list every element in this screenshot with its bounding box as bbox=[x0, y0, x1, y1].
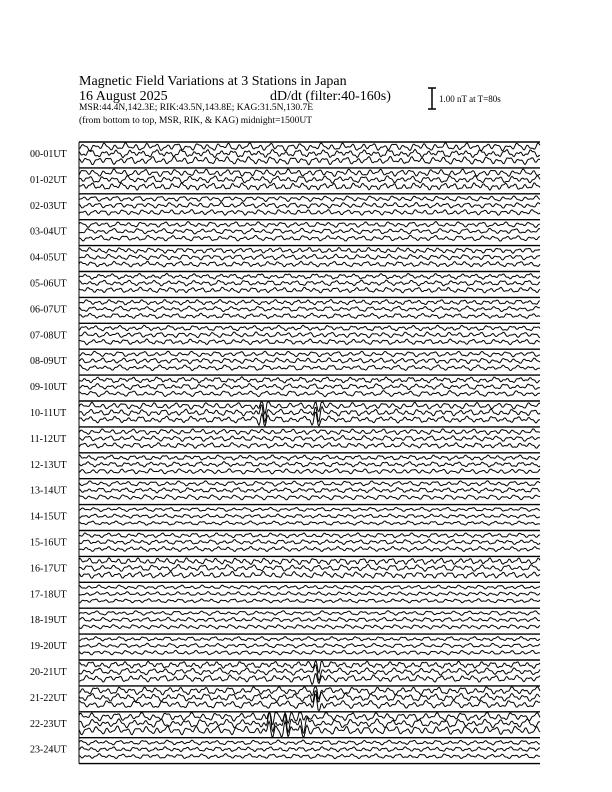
row-18-19UT bbox=[30, 608, 540, 634]
trace-MSR bbox=[79, 351, 540, 357]
row-02-03UT bbox=[30, 194, 540, 220]
scale-bar bbox=[428, 88, 436, 109]
trace-KAG bbox=[79, 674, 540, 685]
trace-MSR bbox=[79, 611, 540, 616]
row-16-17UT bbox=[30, 556, 540, 582]
row-12-13UT bbox=[30, 453, 540, 479]
trace-KAG bbox=[79, 443, 540, 449]
row-05-06UT bbox=[30, 272, 540, 298]
trace-RIK bbox=[79, 203, 540, 209]
row-20-21UT bbox=[30, 660, 540, 686]
row-08-09UT bbox=[30, 349, 540, 375]
trace-RIK bbox=[79, 149, 540, 157]
chart-title: Magnetic Field Variations at 3 Stations in Japan bbox=[79, 74, 347, 89]
station-order-note: (from bottom to top, MSR, RIK, & KAG) midnight=1500UT bbox=[79, 116, 313, 126]
row-00-01UT bbox=[30, 142, 540, 168]
row-11-12UT bbox=[30, 427, 540, 453]
row-09-10UT bbox=[30, 375, 540, 401]
row-label: 10-11UT bbox=[30, 408, 67, 419]
trace-MSR bbox=[79, 377, 540, 383]
trace-MSR bbox=[79, 196, 540, 202]
trace-KAG bbox=[79, 650, 540, 655]
trace-KAG bbox=[79, 572, 540, 579]
row-22-23UT bbox=[30, 712, 540, 738]
trace-KAG bbox=[79, 495, 540, 500]
trace-KAG bbox=[79, 183, 540, 190]
row-label: 17-18UT bbox=[30, 589, 67, 601]
row-label: 18-19UT bbox=[30, 615, 67, 627]
trace-RIK bbox=[79, 358, 540, 364]
row-10-11UT bbox=[30, 401, 540, 427]
trace-KAG bbox=[79, 339, 540, 345]
trace-RIK bbox=[79, 643, 540, 648]
trace-RIK bbox=[79, 176, 540, 184]
trace-RIK bbox=[79, 436, 540, 442]
trace-KAG bbox=[79, 599, 540, 603]
trace-MSR bbox=[79, 248, 540, 254]
row-14-15UT bbox=[30, 505, 540, 531]
trace-KAG bbox=[79, 313, 540, 318]
row-label: 07-08UT bbox=[30, 330, 67, 342]
chart-date: 16 August 2025 bbox=[79, 89, 168, 104]
trace-MSR bbox=[79, 300, 540, 305]
row-17-18UT bbox=[30, 582, 540, 608]
trace-RIK bbox=[79, 747, 540, 752]
trace-RIK bbox=[79, 332, 540, 338]
trace-RIK bbox=[79, 306, 540, 312]
trace-KAG bbox=[79, 235, 540, 241]
trace-MSR bbox=[79, 455, 540, 460]
trace-RIK bbox=[79, 488, 540, 494]
row-label: 19-20UT bbox=[30, 641, 67, 653]
trace-KAG bbox=[79, 365, 540, 371]
trace-KAG bbox=[79, 625, 540, 629]
row-label: 02-03UT bbox=[30, 200, 67, 212]
trace-RIK bbox=[79, 539, 540, 544]
scale-label: 1.00 nT at T=80s bbox=[439, 94, 501, 104]
row-label: 15-16UT bbox=[30, 537, 67, 549]
trace-MSR bbox=[79, 325, 540, 331]
row-label: 03-04UT bbox=[30, 226, 67, 238]
trace-RIK bbox=[79, 228, 540, 234]
row-01-02UT bbox=[30, 168, 540, 194]
trace-MSR bbox=[79, 637, 540, 641]
trace-KAG bbox=[79, 157, 540, 165]
trace-KAG bbox=[79, 261, 540, 267]
trace-RIK bbox=[79, 462, 540, 468]
row-label: 05-06UT bbox=[30, 278, 67, 290]
chart-measure: dD/dt (filter:40-160s) bbox=[270, 89, 391, 104]
row-13-14UT bbox=[30, 479, 540, 505]
row-03-04UT bbox=[30, 220, 540, 246]
trace-MSR bbox=[79, 273, 540, 279]
trace-MSR bbox=[79, 481, 540, 486]
row-23-24UT bbox=[30, 738, 540, 764]
row-label: 00-01UT bbox=[30, 149, 67, 160]
row-label: 09-10UT bbox=[30, 382, 67, 394]
trace-MSR bbox=[79, 740, 540, 745]
trace-RIK bbox=[79, 564, 540, 571]
row-label: 04-05UT bbox=[30, 252, 67, 264]
row-label: 11-12UT bbox=[30, 433, 67, 445]
trace-RIK bbox=[79, 384, 540, 390]
station-coordinates: MSR:44.4N,142.3E; RIK:43.5N,143.8E; KAG:31.5N,130.7E bbox=[79, 103, 314, 113]
row-label: 16-17UT bbox=[30, 563, 67, 575]
trace-MSR bbox=[79, 169, 540, 177]
row-07-08UT bbox=[30, 323, 540, 349]
row-label: 14-15UT bbox=[30, 511, 67, 523]
trace-MSR bbox=[79, 558, 540, 565]
row-label: 20-21UT bbox=[30, 667, 67, 678]
trace-RIK bbox=[79, 254, 540, 260]
trace-KAG bbox=[79, 287, 540, 293]
trace-MSR bbox=[79, 222, 540, 228]
trace-RIK bbox=[79, 514, 540, 518]
trace-RIK bbox=[79, 280, 540, 286]
row-label: 06-07UT bbox=[30, 304, 67, 316]
row-06-07UT bbox=[30, 297, 540, 323]
trace-MSR bbox=[79, 585, 540, 589]
trace-KAG bbox=[79, 469, 540, 474]
trace-MSR bbox=[79, 429, 540, 435]
trace-RIK bbox=[79, 617, 540, 621]
row-19-20UT bbox=[30, 634, 540, 660]
trace-RIK bbox=[79, 592, 540, 596]
row-15-16UT bbox=[30, 531, 540, 557]
row-label: 01-02UT bbox=[30, 174, 67, 186]
row-label: 08-09UT bbox=[30, 356, 67, 368]
row-label: 13-14UT bbox=[30, 485, 67, 497]
trace-MSR bbox=[79, 143, 540, 151]
trace-MSR bbox=[79, 533, 540, 538]
trace-KAG bbox=[79, 754, 540, 759]
trace-MSR bbox=[79, 507, 540, 511]
trace-KAG bbox=[79, 210, 540, 216]
row-04-05UT bbox=[30, 246, 540, 272]
trace-KAG bbox=[79, 521, 540, 525]
trace-KAG bbox=[79, 546, 540, 551]
row-label: 12-13UT bbox=[30, 459, 67, 471]
row-21-22UT bbox=[30, 686, 540, 712]
row-label: 21-22UT bbox=[30, 692, 67, 704]
trace-KAG bbox=[79, 412, 540, 426]
trace-MSR bbox=[79, 713, 540, 725]
trace-KAG bbox=[79, 391, 540, 397]
row-label: 22-23UT bbox=[30, 718, 67, 730]
row-label: 23-24UT bbox=[30, 744, 67, 756]
